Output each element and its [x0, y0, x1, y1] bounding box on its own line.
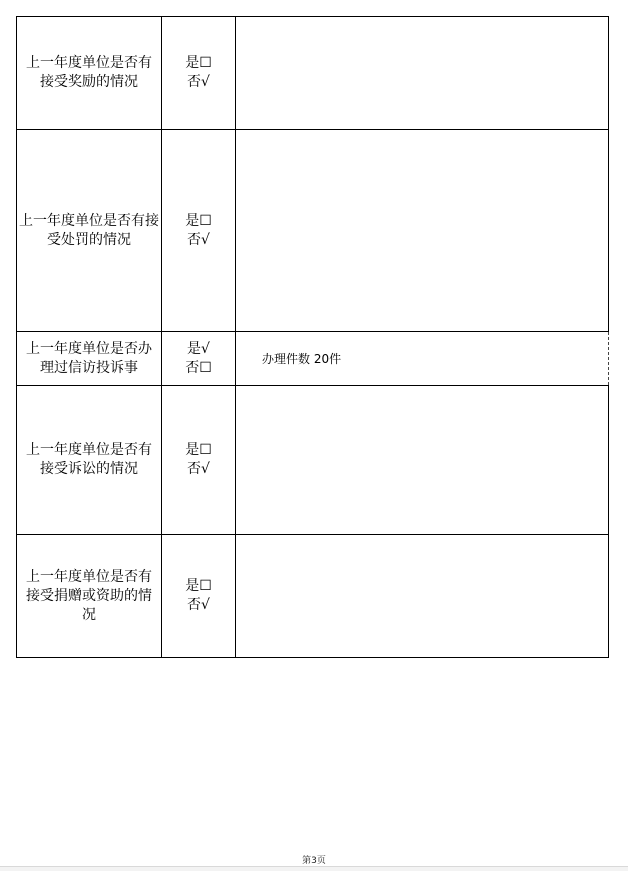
yes-option[interactable]: 是☐ [185, 212, 212, 229]
checkbox-cell [162, 17, 236, 130]
checkbox-cell [162, 332, 236, 386]
table-row-awards [17, 17, 609, 130]
table-row-litigation [17, 386, 609, 535]
detail-cell[interactable] [236, 130, 609, 332]
yes-option[interactable]: 是☐ [185, 55, 212, 71]
detail-cell[interactable] [236, 17, 609, 130]
no-option[interactable]: 否√ [187, 597, 210, 613]
detail-cell[interactable] [236, 535, 609, 658]
page-number: 第3页 [302, 856, 326, 864]
yes-option[interactable]: 是√ [187, 340, 210, 357]
row-label: 上一年度单位是否有接受诉讼的情况 [26, 442, 152, 477]
row-label-cell [17, 130, 162, 332]
row-label: 上一年度单位是否办理过信访投诉事 [26, 340, 152, 376]
info-table [16, 16, 609, 658]
table-row-donations [17, 535, 609, 658]
page-gap [0, 867, 628, 871]
no-option[interactable]: 否√ [187, 231, 210, 248]
row-label-cell [17, 17, 162, 130]
checkbox-cell [162, 130, 236, 332]
no-option[interactable]: 否√ [187, 74, 210, 90]
detail-cell[interactable] [236, 386, 609, 535]
yes-option[interactable]: 是☐ [185, 442, 212, 458]
row-label: 上一年度单位是否有接受捐赠或资助的情况 [26, 568, 152, 623]
case-count-text: 办理件数 20件 [262, 352, 342, 366]
checkbox-cell [162, 535, 236, 658]
yes-option[interactable]: 是☐ [185, 578, 212, 594]
row-label-cell [17, 332, 162, 386]
row-label-cell [17, 535, 162, 658]
checkbox-cell [162, 386, 236, 535]
detail-cell[interactable] [236, 332, 609, 386]
row-label: 上一年度单位是否有接受奖励的情况 [26, 55, 152, 90]
no-option[interactable]: 否☐ [185, 359, 212, 376]
row-label: 上一年度单位是否有接受处罚的情况 [19, 212, 159, 248]
table-row-penalties [17, 130, 609, 332]
no-option[interactable]: 否√ [187, 461, 210, 477]
row-label-cell [17, 386, 162, 535]
table-row-petitions [17, 332, 609, 386]
